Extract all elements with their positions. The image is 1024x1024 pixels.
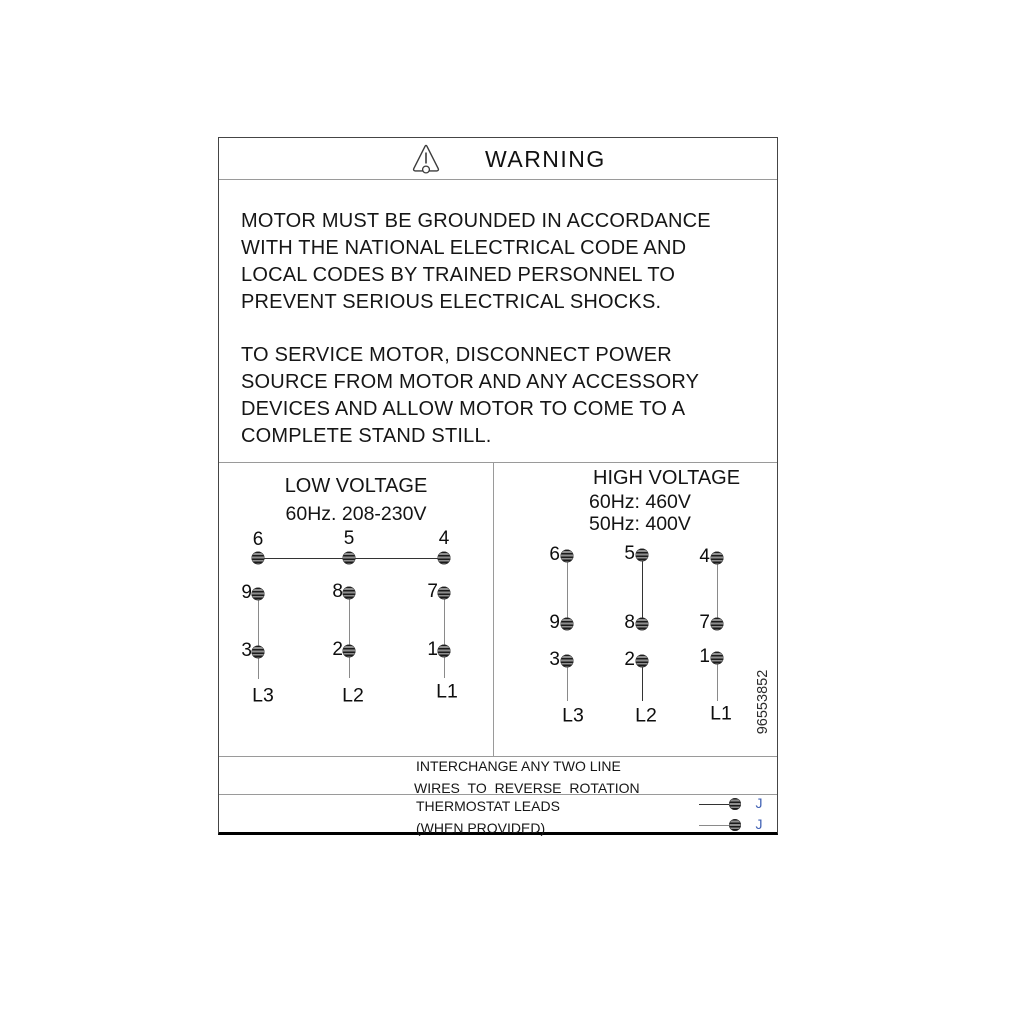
terminal-dot: [343, 552, 356, 565]
terminal-number-8: 8: [332, 581, 343, 602]
terminal-number-7: 7: [427, 581, 438, 602]
warning-text-line: LOCAL CODES BY TRAINED PERSONNEL TO: [241, 264, 676, 286]
high-voltage-freq2: 50Hz: 400V: [589, 513, 691, 535]
warning-text-line: PREVENT SERIOUS ELECTRICAL SHOCKS.: [241, 291, 662, 313]
terminal-number-7: 7: [699, 612, 710, 633]
terminal-dot: [711, 552, 724, 565]
warning-text-line: SOURCE FROM MOTOR AND ANY ACCESSORY: [241, 371, 700, 393]
wire: [258, 594, 259, 679]
wire: [567, 556, 568, 624]
terminal-dot: [252, 552, 265, 565]
terminal-number-3: 3: [241, 640, 252, 661]
thermostat-lead-wire: [699, 804, 729, 805]
warning-text-line: COMPLETE STAND STILL.: [241, 425, 492, 447]
warning-triangle-icon: [412, 143, 440, 179]
terminal-dot: [561, 618, 574, 631]
terminal-number-1: 1: [699, 646, 710, 667]
terminal-number-6: 6: [549, 544, 560, 565]
diagram-notes-divider: [219, 756, 777, 757]
terminal-dot: [438, 645, 451, 658]
terminal-number-5: 5: [624, 543, 635, 564]
line-label-l1: L1: [436, 680, 458, 703]
terminal-dot: [252, 588, 265, 601]
thermostat-lead-wire: [699, 825, 729, 826]
terminal-dot: [343, 587, 356, 600]
high-voltage-freq1: 60Hz: 460V: [589, 491, 691, 513]
warning-text-line: MOTOR MUST BE GROUNDED IN ACCORDANCE: [241, 210, 711, 232]
line-label-l2: L2: [342, 684, 364, 707]
terminal-dot: [636, 655, 649, 668]
terminal-number-2: 2: [332, 639, 343, 660]
line-label-l1: L1: [710, 702, 732, 725]
rotation-note-line2: WIRES TO REVERSE ROTATION: [414, 780, 640, 796]
header-divider: [219, 179, 777, 180]
thermostat-lead-terminal: [729, 819, 741, 831]
line-label-l2: L2: [635, 704, 657, 727]
terminal-number-1: 1: [427, 639, 438, 660]
terminal-dot: [252, 646, 265, 659]
voltage-section-divider: [493, 462, 494, 756]
warning-text-line: TO SERVICE MOTOR, DISCONNECT POWER: [241, 344, 672, 366]
terminal-dot: [711, 618, 724, 631]
warning-paragraph-1: [241, 208, 711, 316]
terminal-number-8: 8: [624, 612, 635, 633]
text-diagram-divider: [219, 462, 777, 463]
wire: [444, 593, 445, 678]
high-voltage-title: HIGH VOLTAGE: [593, 467, 741, 489]
terminal-number-4: 4: [438, 528, 450, 549]
rotation-note-line1: INTERCHANGE ANY TWO LINE: [416, 758, 621, 774]
terminal-dot: [711, 652, 724, 665]
terminal-dot: [636, 618, 649, 631]
terminal-number-9: 9: [241, 582, 252, 603]
thermostat-note-line1: THERMOSTAT LEADS: [416, 798, 560, 814]
thermostat-note-line2: (WHEN PROVIDED): [416, 820, 546, 836]
part-number: 96553852: [755, 669, 771, 735]
terminal-dot: [343, 645, 356, 658]
terminal-number-6: 6: [252, 529, 264, 550]
low-voltage-subtitle: 60Hz. 208-230V: [285, 503, 427, 525]
wire: [642, 555, 643, 624]
thermostat-lead-label: J: [755, 795, 763, 811]
terminal-number-9: 9: [549, 612, 560, 633]
terminal-dot: [438, 587, 451, 600]
line-label-l3: L3: [252, 684, 274, 707]
low-voltage-title: LOW VOLTAGE: [284, 475, 428, 497]
wire: [349, 593, 350, 678]
terminal-dot: [636, 549, 649, 562]
warning-text-line: DEVICES AND ALLOW MOTOR TO COME TO A: [241, 398, 686, 420]
motor-warning-label: [218, 137, 778, 835]
wire: [717, 558, 718, 624]
terminal-dot: [438, 552, 451, 565]
thermostat-lead-terminal: [729, 798, 741, 810]
terminal-dot: [561, 550, 574, 563]
warning-paragraph-2: [241, 342, 699, 450]
terminal-number-3: 3: [549, 649, 560, 670]
terminal-number-2: 2: [624, 649, 635, 670]
thermostat-lead-label: J: [755, 816, 763, 832]
terminal-dot: [561, 655, 574, 668]
terminal-number-4: 4: [699, 546, 710, 567]
warning-title: WARNING: [485, 146, 606, 172]
line-label-l3: L3: [562, 704, 584, 727]
warning-text-line: WITH THE NATIONAL ELECTRICAL CODE AND: [241, 237, 687, 259]
terminal-number-5: 5: [343, 528, 355, 549]
